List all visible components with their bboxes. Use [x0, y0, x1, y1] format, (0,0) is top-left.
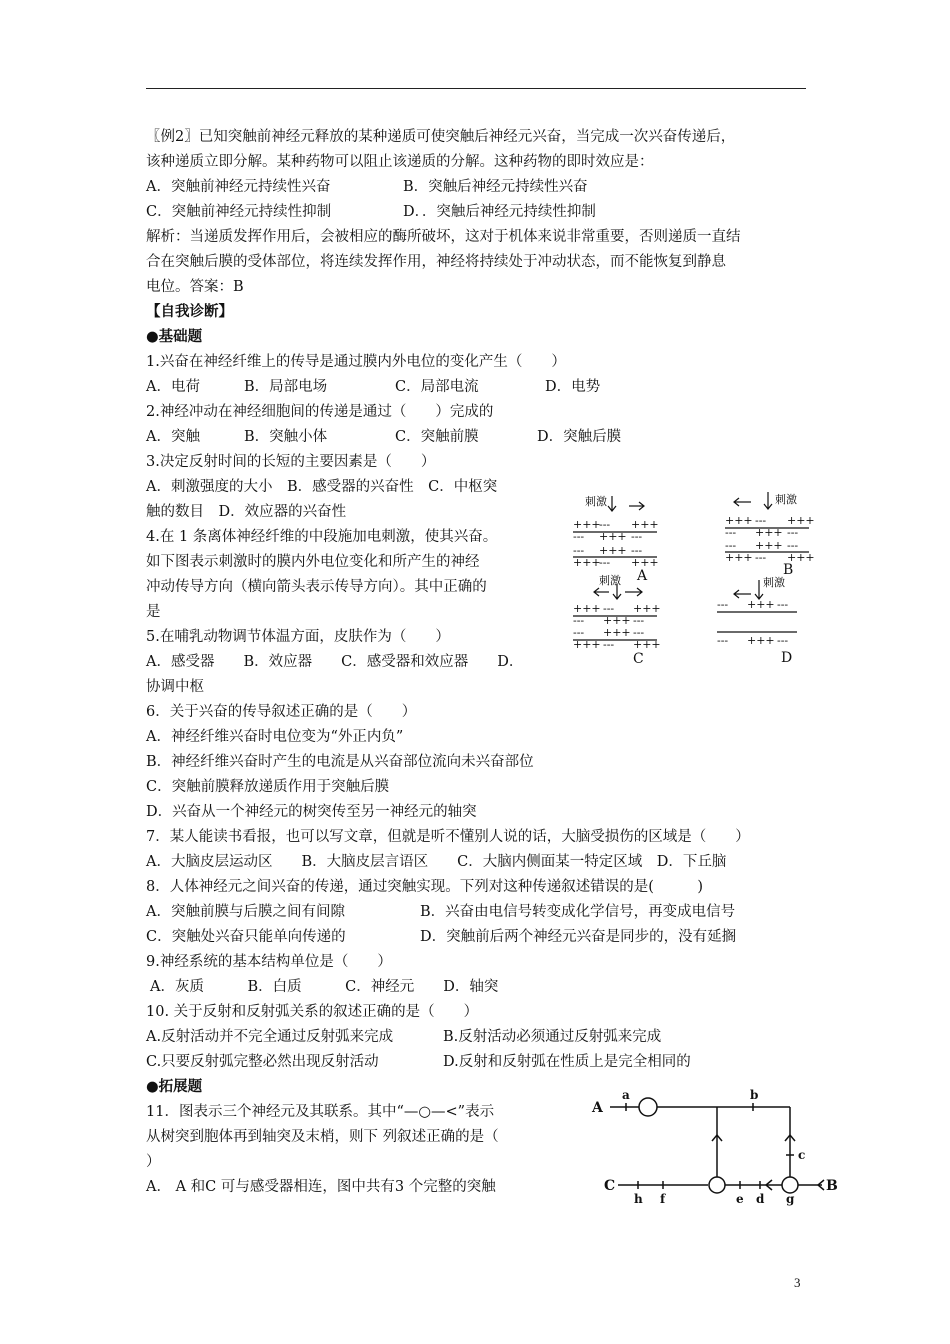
q6-option-b: B．神经纤维兴奋时产生的电流是从兴奋部位流向未兴奋部位	[146, 754, 534, 770]
label-b: b	[750, 1088, 759, 1102]
svg-text:+++: +++	[787, 514, 815, 527]
q4-line-3: 冲动传导方向（横向箭头表示传导方向）。其中正确的	[146, 579, 487, 595]
panel-d	[717, 575, 792, 666]
q5-line-3: 协调中枢	[146, 679, 204, 695]
example-line-1: 〖例2〗已知突触前神经元释放的某种递质可使突触后神经元兴奋，当完成一次兴奋传递后，	[146, 129, 736, 145]
svg-text:---: ---	[717, 598, 729, 611]
svg-text:+++: +++	[599, 530, 627, 543]
q4-line-4: 是	[146, 604, 161, 620]
example-option-d: D．．突触后神经元持续性抑制	[403, 204, 596, 220]
svg-text:---: ---	[725, 539, 737, 552]
neuron-connection-figure	[590, 1085, 850, 1210]
svg-text:---: ---	[633, 614, 645, 627]
svg-text:---: ---	[573, 614, 585, 627]
panel-a-stimulus-label: 刺激	[585, 495, 607, 508]
svg-text:---: ---	[573, 530, 585, 543]
label-e: e	[736, 1192, 744, 1206]
q11-line-1: 11．图表示三个神经元及其联系。其中“—○—<”表示	[146, 1104, 495, 1120]
panel-c-label: C	[633, 651, 644, 667]
q9-options: A．灰质 B．白质 C．神经元 D．轴突	[150, 979, 499, 995]
svg-text:+++: +++	[603, 626, 631, 639]
svg-text:+++: +++	[631, 556, 659, 569]
label-a: a	[622, 1088, 630, 1102]
svg-text:+++: +++	[631, 518, 659, 531]
q11-line-2: 从树突到胞体再到轴突及末梢，则下 列叙述正确的是（	[146, 1129, 499, 1145]
svg-text:+++: +++	[573, 602, 601, 615]
svg-text:---: ---	[631, 544, 643, 557]
example-option-a: A．突触前神经元持续性兴奋	[146, 179, 331, 195]
label-A: A	[592, 1100, 603, 1116]
svg-text:---: ---	[717, 634, 729, 647]
svg-text:+++: +++	[633, 602, 661, 615]
example-option-b: B．突触后神经元持续性兴奋	[403, 179, 588, 195]
label-B: B	[826, 1178, 838, 1194]
svg-text:+++: +++	[573, 518, 601, 531]
svg-text:+++: +++	[787, 551, 815, 564]
q6-option-a: A．神经纤维兴奋时电位变为“外正内负”	[146, 729, 404, 745]
svg-text:---: ---	[603, 602, 615, 615]
panel-a-label: A	[637, 568, 648, 584]
membrane-potential-figure	[565, 488, 825, 668]
q2-option-d: D．突触后膜	[537, 429, 622, 445]
svg-text:+++: +++	[725, 514, 753, 527]
q7-options: A．大脑皮层运动区 B．大脑皮层言语区 C．大脑内侧面某一特定区域 D．下丘脑	[146, 854, 727, 870]
q1-stem: 1.兴奋在神经纤维上的传导是通过膜内外电位的变化产生（ ）	[146, 354, 566, 370]
label-d: d	[756, 1192, 765, 1206]
q6-option-c: C．突触前膜释放递质作用于突触后膜	[146, 779, 390, 795]
svg-text:+++: +++	[747, 634, 775, 647]
q1-option-a: A．电荷	[146, 379, 200, 395]
q1-option-c: C．局部电流	[395, 379, 479, 395]
q9-stem: 9.神经系统的基本结构单位是（ ）	[146, 954, 392, 970]
svg-text:---: ---	[755, 551, 767, 564]
svg-text:+++: +++	[599, 544, 627, 557]
svg-text:+++: +++	[747, 598, 775, 611]
example-option-c: C．突触前神经元持续性抑制	[146, 204, 332, 220]
panel-c-stimulus-label: 刺激	[599, 574, 621, 587]
svg-text:---: ---	[573, 626, 585, 639]
q7-stem: 7．某人能读书看报，也可以写文章，但就是听不懂别人说的话，大脑受损伤的区域是（ ）	[146, 829, 750, 845]
example-analysis-1: 解析：当递质发挥作用后，会被相应的酶所破坏，这对于机体来说非常重要，否则递质一直结	[146, 229, 741, 245]
svg-text:+++: +++	[633, 638, 661, 651]
q10-stem: 10. 关于反射和反射弧关系的叙述正确的是（ ）	[146, 1004, 479, 1020]
svg-text:---: ---	[633, 626, 645, 639]
section-self-diagnosis: 【自我诊断】	[146, 303, 233, 320]
svg-text:---: ---	[599, 556, 611, 569]
panel-b-label: B	[783, 562, 794, 578]
panel-d-stimulus-label: 刺激	[763, 576, 785, 589]
svg-text:---: ---	[599, 518, 611, 531]
q3-stem: 3.决定反射时间的长短的主要因素是（ ）	[146, 454, 436, 470]
label-g: g	[786, 1192, 795, 1206]
example-analysis-3: 电位。答案：B	[146, 279, 244, 295]
svg-text:---: ---	[787, 539, 799, 552]
label-f: f	[660, 1192, 666, 1206]
q4-line-1: 4.在 1 条离体神经纤维的中段施加电刺激，使其兴奋。	[146, 529, 498, 545]
q6-stem: 6．关于兴奋的传导叙述正确的是（ ）	[146, 704, 417, 720]
label-C: C	[604, 1178, 616, 1194]
q5-stem: 5.在哺乳动物调节体温方面，皮肤作为（ ）	[146, 629, 450, 645]
panel-a	[573, 494, 659, 584]
panel-d-label: D	[781, 650, 793, 666]
svg-text:+++: +++	[573, 638, 601, 651]
q10-option-d: D.反射和反射弧在性质上是完全相同的	[443, 1054, 691, 1070]
q10-option-c: C.只要反射弧完整必然出现反射活动	[146, 1054, 379, 1070]
example-analysis-2: 合在突触后膜的受体部位，将连续发挥作用，神经将持续处于冲动状态，而不能恢复到静息	[146, 254, 726, 270]
q5-line-2: A．感受器 B．效应器 C．感受器和效应器 D．	[146, 654, 524, 670]
q2-option-b: B．突触小体	[244, 429, 328, 445]
q3-line-3: 触的数目 D．效应器的兴奋性	[146, 504, 347, 520]
q8-option-a: A．突触前膜与后膜之间有间隙	[146, 904, 345, 920]
extension-questions-title: ●拓展题	[146, 1078, 203, 1095]
svg-text:---: ---	[787, 526, 799, 539]
svg-text:+++: +++	[603, 614, 631, 627]
panel-b-stimulus-label: 刺激	[775, 493, 797, 506]
q2-option-c: C．突触前膜	[395, 429, 479, 445]
svg-text:---: ---	[777, 598, 789, 611]
q8-option-b: B．兴奋由电信号转变成化学信号，再变成电信号	[420, 904, 736, 920]
q2-stem: 2.神经冲动在神经细胞间的传递是通过（ ）完成的	[146, 404, 494, 420]
q8-stem: 8．人体神经元之间兴奋的传递，通过突触实现。下列对这种传递叙述错误的是( )	[146, 879, 704, 895]
q2-option-a: A．突触	[146, 429, 200, 445]
svg-text:---: ---	[755, 514, 767, 527]
svg-text:+++: +++	[755, 526, 783, 539]
svg-text:---: ---	[777, 634, 789, 647]
q1-option-b: B．局部电场	[244, 379, 328, 395]
svg-text:---: ---	[603, 638, 615, 651]
svg-text:---: ---	[725, 526, 737, 539]
q8-option-d: D．突触前后两个神经元兴奋是同步的，没有延搁	[420, 929, 737, 945]
q8-option-c: C．突触处兴奋只能单向传递的	[146, 929, 346, 945]
q10-option-a: A.反射活动并不完全通过反射弧来完成	[146, 1029, 394, 1045]
q4-line-2: 如下图表示刺激时的膜内外电位变化和所产生的神经	[146, 554, 480, 570]
label-c: c	[798, 1148, 806, 1162]
q10-option-b: B.反射活动必须通过反射弧来完成	[443, 1029, 662, 1045]
svg-text:+++: +++	[725, 551, 753, 564]
q1-option-d: D．电势	[545, 379, 601, 395]
q3-line-2: A．刺激强度的大小 B．感受器的兴奋性 C．中枢突	[146, 479, 498, 495]
page-number: 3	[794, 1275, 801, 1290]
svg-text:+++: +++	[573, 556, 601, 569]
q6-option-d: D．兴奋从一个神经元的树突传至另一神经元的轴突	[146, 804, 477, 820]
label-h: h	[634, 1192, 643, 1206]
svg-text:---: ---	[631, 530, 643, 543]
header-rule	[146, 88, 806, 89]
example-line-2: 该种递质立即分解。某种药物可以阻止该递质的分解。这种药物的即时效应是：	[146, 154, 654, 170]
q11-line-4: A． A 和C 可与感受器相连，图中共有3 个完整的突触	[146, 1179, 496, 1195]
svg-text:---: ---	[573, 544, 585, 557]
basic-questions-title: ●基础题	[146, 328, 203, 345]
q11-line-3: ）	[146, 1154, 161, 1170]
svg-text:+++: +++	[755, 539, 783, 552]
